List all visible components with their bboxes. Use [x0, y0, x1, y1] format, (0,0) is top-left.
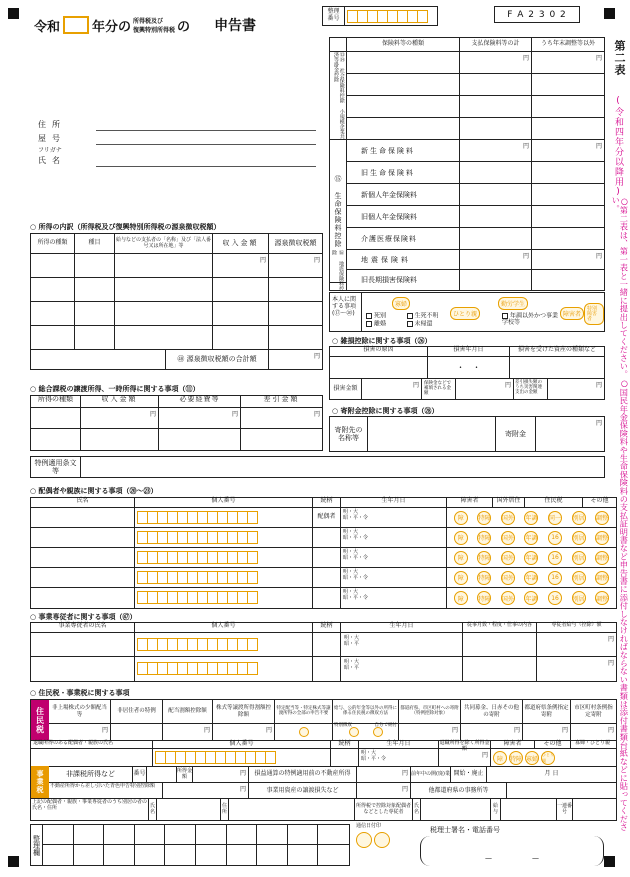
relative-chip[interactable]: 国外 [501, 591, 515, 605]
relative-chip[interactable]: 障 [454, 551, 468, 565]
spouse-table[interactable]: 氏名 個人番号 続柄 生年月日 障害者 国外居住 住民税 その他 配偶者 明・大 昭・平・令 障 特障 国外 年調 同一 別居 調整 明・大 昭・平・令 障 特障 国外 年調 16 別居 調整 明・大 昭・平・令 障 特障 国外 年調 16 別居 調整 明・大 昭・平・令 障 特障 国外 年調 16 別居 調整 明・大 昭・平・令 障 特障 国外 年調 16 別居 調整 [30, 497, 617, 609]
relative-chip[interactable]: 特障 [477, 591, 491, 605]
relative-chip[interactable]: 同一 [548, 511, 562, 525]
resident-header: 株式等譲渡所得割額控除額 [213, 700, 275, 723]
resident-value[interactable]: 円 [523, 724, 571, 740]
table-era: (令和四年分以降用) [613, 96, 623, 198]
page-title: 申告書 [214, 18, 257, 34]
spouse-row[interactable] [31, 588, 616, 608]
single-parent-chip[interactable]: ひとり親 [450, 307, 480, 320]
separate-income-table[interactable]: 所得の種類 収入金額 必要経費等 差引金額 円 円 円 [30, 395, 323, 451]
casualty-title: ○ 雑損控除に関する事項（㉖） [332, 337, 432, 345]
resident-table[interactable]: 住民税 非上場株式の少額配当等 非居住者の特例 配当割額控除額 株式等譲渡所得割額控除額 特定配当等・特定株式等譲渡所得の全部の申告不要 給与、公的年金等以外の所得に係る住民税の徴収方法 都道府県、市区町村への寄附（特例控除対象） 共同募金、日赤その他の寄附 都道府県条例指定寄附 市区町村条例指定寄附 円 円 円 特別徴収 自分で納付 円 円 円 円 退職所得のある配偶者・親族の氏名 個人番号 続柄 生年月日 退職所得を除く所得金額 障害者 その他 寡婦・ひとり親 明・大 昭・平・令 円 障 特障 寡婦 ひとり親 事業税 非課税所得など 番号 所得金額 円 損益通算の特例適用前の不動産所得 円 前年中の開(廃)業 開始・廃止 月 日 不動産所得から差し引いた青色申告特別控除額 円 事業用資産の譲渡損失など 円 他都道府県の事務所等 上記の配偶者・親族・事業専従者のうち別居の者の氏名・住所 氏名 住所 所得税で控除対象配偶者などとした専従者 氏名 給与 一連番号 [30, 699, 617, 821]
self-pay-label: 自分で納付 [374, 723, 397, 728]
employees-title: ○ 事業専従者に関する事項（㊼） [30, 613, 137, 621]
relative-chip[interactable]: 別居 [572, 551, 586, 565]
relative-chip[interactable]: 調整 [595, 591, 609, 605]
working-student-chip[interactable]: 勤労学生 [498, 297, 528, 310]
employee-yen: 円 [607, 636, 614, 643]
relative-chip[interactable]: 年調 [524, 591, 538, 605]
relative-chip[interactable]: 別居 [572, 571, 586, 585]
seiri-area: 整理欄 [30, 824, 350, 866]
personal-label: 本人に関する事項(⑰〜⑳) [330, 293, 362, 331]
registration-mark-bottom-left [8, 856, 19, 867]
separate-income-title: ○ 総合課税の譲渡所得、一時所得に関する事項（⑪） [30, 385, 200, 393]
relative-chip[interactable]: 国外 [501, 571, 515, 585]
relative-chip[interactable]: 別居 [572, 531, 586, 545]
relative-chip[interactable]: 特障 [477, 531, 491, 545]
business-tax-badge: 事業税 [31, 766, 49, 798]
resident-value[interactable]: 円 [213, 724, 275, 740]
employee-yen: 円 [607, 660, 614, 667]
employee-row[interactable] [31, 633, 616, 657]
income-breakdown-table: 所得の種類 種目 給与などの支払者の「名称」及び「法人番号又は所在地」等 収入金額 源泉徴収税額 円 円 ㊽ 源泉徴収税額の合計額 円 [30, 233, 323, 370]
registration-mark-bottom-right [604, 856, 615, 867]
relative-chip[interactable]: 年調 [524, 551, 538, 565]
special-provision-label: 特例適用条文等 [31, 457, 81, 477]
relative-chip[interactable]: 調整 [595, 571, 609, 585]
resident-badge: 住民税 [31, 700, 49, 740]
resident-header: 非上場株式の少額配当等 [49, 700, 111, 723]
option-missing[interactable]: 生死不明 [414, 312, 439, 320]
tax-agent-label: 税理士署名・電話番号 [430, 826, 500, 834]
relative-chip[interactable]: 特障 [477, 551, 491, 565]
resident-header: 共同募金、日赤その他の寄附 [461, 700, 523, 723]
life-insurance-label: ⑮ 生命保険料控除 [330, 140, 347, 283]
reiwa-label: 令和 [34, 19, 61, 35]
insurance-header-other: うち年末調整等以外 [540, 40, 595, 48]
resident-header: 給与、公的年金等以外の所得に係る住民税の徴収方法 [333, 700, 399, 723]
special-disabled-chip[interactable]: 特別障害者 [584, 303, 604, 325]
employee-era: 明・大 昭・平 [341, 657, 463, 681]
employee-row[interactable] [31, 657, 616, 681]
relative-chip[interactable]: 調整 [595, 551, 609, 565]
relative-chip[interactable]: 特障 [477, 511, 491, 525]
resident-value[interactable]: 円 [607, 727, 614, 734]
social-insurance-rows[interactable]: 円 円 [347, 52, 604, 140]
resident-value[interactable] [333, 724, 399, 740]
address-label: 住所 [38, 120, 66, 129]
relative-chip[interactable]: 障 [454, 511, 468, 525]
resident-value[interactable] [111, 724, 163, 740]
relative-era: 明・大 昭・平・令 [341, 508, 447, 527]
resident-header: 非居住者の特例 [111, 700, 163, 723]
resident-value[interactable] [275, 724, 333, 740]
resident-header: 特定配当等・特定株式等譲渡所得の全部の申告不要 [275, 700, 333, 723]
spouse-label: 配偶者 [317, 513, 336, 521]
registration-mark-top-right [604, 8, 615, 19]
resident-header: 都道府県条例指定寄附 [523, 700, 571, 723]
year-suffix: 年分の [92, 19, 132, 35]
relative-chip[interactable]: 年調 [524, 531, 538, 545]
employee-era: 明・大 昭・平 [341, 633, 463, 656]
relative-chip[interactable]: 国外 [501, 551, 515, 565]
widow-chip[interactable]: 寡婦 [392, 297, 410, 310]
relative-chip[interactable]: 別居 [572, 591, 586, 605]
side-note: ○第二表は、第一表と一緒に提出してください。○国民年金保険料や生命保険料の支払証明書など申告書に添付しなければならない書類は添付書類台紙などに貼ってください。 [611, 196, 630, 831]
bango-label: 番号 [327, 15, 340, 22]
tax-type-line2: 復興特別所得税 [133, 27, 176, 34]
relative-era: 明・大 昭・平・令 [341, 548, 447, 567]
resident-value[interactable]: 円 [399, 724, 461, 740]
relative-chip[interactable]: 16 [548, 571, 562, 585]
relative-chip[interactable]: 年調 [524, 511, 538, 525]
earthquake-insurance-rows[interactable]: 地震保険料 円 円 旧長期損害保険料 [347, 250, 604, 290]
donation-table[interactable]: 寄附先の名称等 寄附金 円 [329, 416, 605, 452]
resident-header: 都道府県、市区町村への寄附（特例控除対象） [399, 700, 461, 723]
furigana-label: フリガナ [38, 147, 62, 154]
relative-chip[interactable]: 16 [548, 531, 562, 545]
relative-era: 明・大 昭・平・令 [341, 588, 447, 608]
option-unreturned[interactable]: 未帰還 [414, 320, 433, 328]
life-insurance-rows[interactable]: 新生命保険料 円 円 旧生命保険料 新個人年金保険料 旧個人年金保険料 介護医療保険料 [347, 140, 604, 250]
relative-era: 明・大 昭・平・令 [341, 528, 447, 547]
name-input[interactable] [96, 166, 316, 167]
relative-chip[interactable]: 国外 [501, 511, 515, 525]
yago-label: 屋号 [38, 134, 66, 143]
special-collect-label: 特別徴収 [334, 723, 352, 728]
insurance-table [329, 37, 605, 291]
registration-mark-top-left [8, 8, 19, 19]
name-label: 氏名 [38, 156, 66, 165]
relative-chip[interactable]: 年調 [524, 571, 538, 585]
social-insurance-label: ⑬⑭ 社会保険料控除 小規模企業共済等掛金控除 [330, 52, 347, 140]
option-divorced[interactable]: 離婚 [374, 320, 387, 328]
tax-type-line1: 所得税及び [133, 18, 164, 25]
relative-chip[interactable]: 調整 [595, 531, 609, 545]
earthquake-insurance-label: ⑯ 地震保険料控除 [330, 250, 347, 291]
relative-chip[interactable]: 特障 [477, 571, 491, 585]
relative-chip[interactable]: 障 [454, 591, 468, 605]
seiri-number-box [322, 6, 438, 26]
disabled-chip[interactable]: 障害者 [560, 307, 584, 320]
employees-table[interactable]: 事業専従者の氏名 個人番号 続柄 生年月日 従事月数・程度・仕事の内容 専従者給与（控除）額 明・大 昭・平 円 明・大 昭・平 円 [30, 622, 617, 682]
spouse-row[interactable] [31, 508, 616, 528]
resident-value[interactable]: 円 [461, 724, 523, 740]
form-code: F A 2 3 0 2 [494, 6, 580, 23]
income-breakdown-title: ○ 所得の内訳（所得税及び復興特別所得税の源泉徴収税額） [30, 223, 221, 231]
resident-header: 配当割額控除額 [163, 700, 213, 723]
identity-block [30, 118, 320, 174]
resident-value[interactable]: 円 [49, 724, 111, 740]
casualty-table[interactable]: 損害の原因 損害年月日 損害を受けた資産の種類など ・ ・ 損害金額 円 保険金などで補填される金額 円 差引損失額のうち災害関連支出の金額 円 [329, 346, 605, 400]
spouse-row[interactable] [31, 528, 616, 548]
personal-items [329, 292, 605, 332]
relative-chip[interactable]: 別居 [572, 511, 586, 525]
relative-chip[interactable]: 障 [454, 531, 468, 545]
spouse-row[interactable] [31, 548, 616, 568]
resident-header: 市区町村条例指定寄附 [574, 705, 613, 718]
spouse-row[interactable] [31, 568, 616, 588]
resident-value[interactable]: 円 [163, 724, 213, 740]
income-breakdown-rows[interactable]: 円 円 [31, 254, 322, 350]
address-input[interactable] [96, 130, 316, 131]
resident-title: ○ 住民税・事業税に関する事項 [30, 689, 130, 697]
spouse-title: ○ 配偶者や親族に関する事項（⑳〜㉓） [30, 487, 158, 495]
insurance-header-type: 保険料等の種類 [347, 38, 460, 51]
yago-input[interactable] [96, 144, 316, 145]
relative-chip[interactable]: 障 [454, 571, 468, 585]
insurance-header-total: 支払保険料等の計 [460, 38, 532, 51]
not-year-end-option[interactable]: 年調以外かつ事業学校等 [502, 312, 559, 327]
seiri-number-input[interactable] [345, 7, 429, 25]
withholding-total-label: ㊽ 源泉徴収税額の合計額 [165, 350, 269, 369]
office-marks: 通信日付印 [356, 824, 404, 866]
donation-title: ○ 寄附金控除に関する事項（㉘） [332, 407, 439, 415]
withholding-total-input[interactable]: 円 [313, 353, 320, 360]
relative-chip[interactable]: 国外 [501, 531, 515, 545]
tax-agent-input[interactable]: — — [420, 836, 604, 866]
option-bereaved[interactable]: 死別 [374, 312, 387, 320]
relative-chip[interactable]: 調整 [595, 511, 609, 525]
seiri-label: 整理 [327, 8, 340, 16]
of-label: の [177, 19, 191, 35]
relative-chip[interactable]: 16 [548, 551, 562, 565]
table-label: 第二表 [613, 40, 626, 76]
relative-era: 明・大 昭・平・令 [341, 568, 447, 587]
special-provision[interactable] [30, 456, 605, 478]
relative-chip[interactable]: 16 [548, 591, 562, 605]
year-input[interactable] [63, 16, 89, 34]
form-header [34, 12, 324, 38]
